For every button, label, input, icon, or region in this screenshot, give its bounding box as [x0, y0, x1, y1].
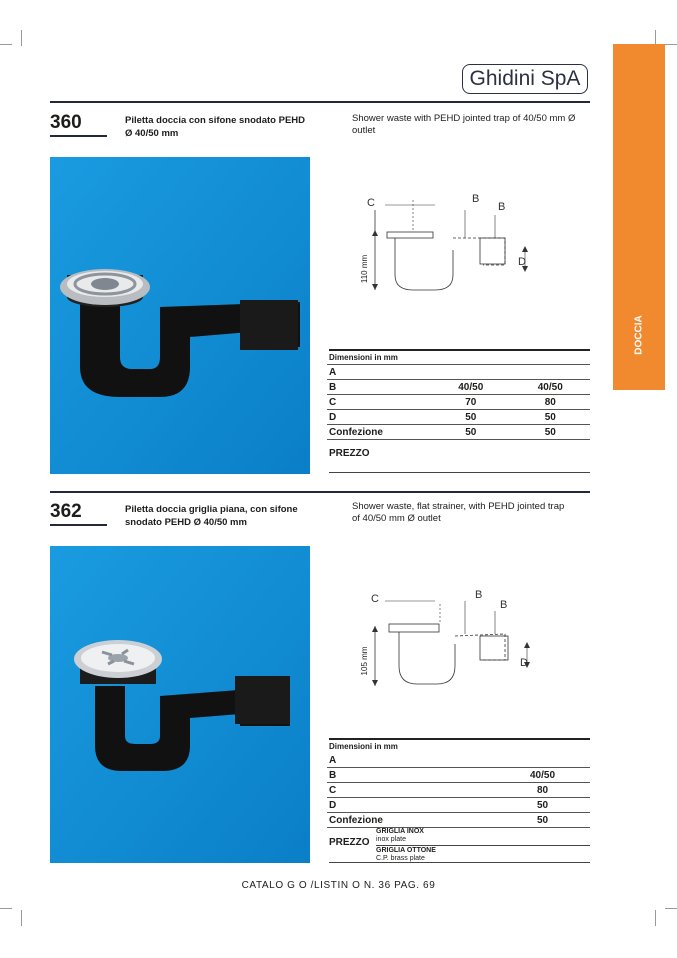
code-underline: [50, 524, 107, 526]
table-row: Confezione 50 50: [327, 425, 590, 440]
technical-drawing: [355, 190, 555, 305]
technical-drawing: [355, 586, 555, 696]
crop-mark: [0, 908, 12, 909]
price-label: PREZZO: [329, 448, 370, 459]
product-code: 362: [50, 501, 82, 522]
table-row: C 80: [327, 783, 590, 798]
product-code: 360: [50, 112, 82, 133]
table-row: A: [327, 753, 590, 768]
drawing-label: B: [472, 193, 480, 205]
table-row: A: [327, 365, 590, 380]
table-header: Dimensioni in mm: [329, 742, 398, 751]
drawing-label: D: [518, 256, 526, 268]
section-divider: [50, 101, 590, 103]
product-title-en: Shower waste with PEHD jointed trap of 40/50 mm Ø outlet: [352, 113, 576, 136]
table-row: C 70 80: [327, 395, 590, 410]
product-photo: [50, 157, 310, 474]
page-footer: CATALO G O /LISTIN O N. 36 PAG. 69: [241, 880, 436, 891]
brand-logo: Ghidini SpA: [462, 64, 588, 94]
table-rule: [329, 472, 590, 473]
dimension-label: 110 mm: [360, 254, 369, 284]
drawing-label: B: [498, 201, 506, 213]
section-divider: [50, 491, 590, 493]
crop-mark: [655, 910, 656, 926]
drawing-label: C: [371, 593, 379, 605]
table-row: D 50: [327, 798, 590, 813]
dimension-table: [327, 364, 590, 440]
table-row: B 40/50 40/50: [327, 380, 590, 395]
dimension-label: 105 mm: [360, 646, 369, 676]
product-title-en: Shower waste, flat strainer, with PEHD jointed trap of 40/50 mm Ø outlet: [352, 501, 565, 524]
crop-mark: [665, 44, 677, 45]
price-label: PREZZO: [329, 837, 370, 848]
drawing-label: C: [367, 197, 375, 209]
product-title-it: Piletta doccia con sifone snodato PEHD Ø 40/50 mm: [125, 115, 306, 139]
price-option: GRIGLIA INOX inox plate: [376, 828, 424, 843]
section-tab-label: DOCCIA: [633, 315, 645, 355]
dimension-table: [327, 753, 590, 828]
table-header: Dimensioni in mm: [329, 353, 398, 362]
code-underline: [50, 135, 107, 137]
table-row: Confezione 50: [327, 813, 590, 828]
product-photo: [50, 546, 310, 863]
table-rule: [329, 349, 590, 351]
table-row: B 40/50: [327, 768, 590, 783]
table-rule: [376, 845, 590, 846]
price-option: GRIGLIA OTTONE C.P. brass plate: [376, 847, 436, 862]
product-title-it: Piletta doccia griglia piana, con sifone snodato PEHD Ø 40/50 mm: [125, 504, 298, 528]
crop-mark: [0, 44, 12, 45]
drawing-label: D: [520, 657, 528, 669]
drawing-label: B: [500, 599, 508, 611]
crop-mark: [665, 908, 677, 909]
crop-mark: [21, 910, 22, 926]
table-row: D 50 50: [327, 410, 590, 425]
table-rule: [329, 738, 590, 740]
table-rule: [329, 862, 590, 863]
crop-mark: [21, 30, 22, 46]
drawing-label: B: [475, 589, 483, 601]
